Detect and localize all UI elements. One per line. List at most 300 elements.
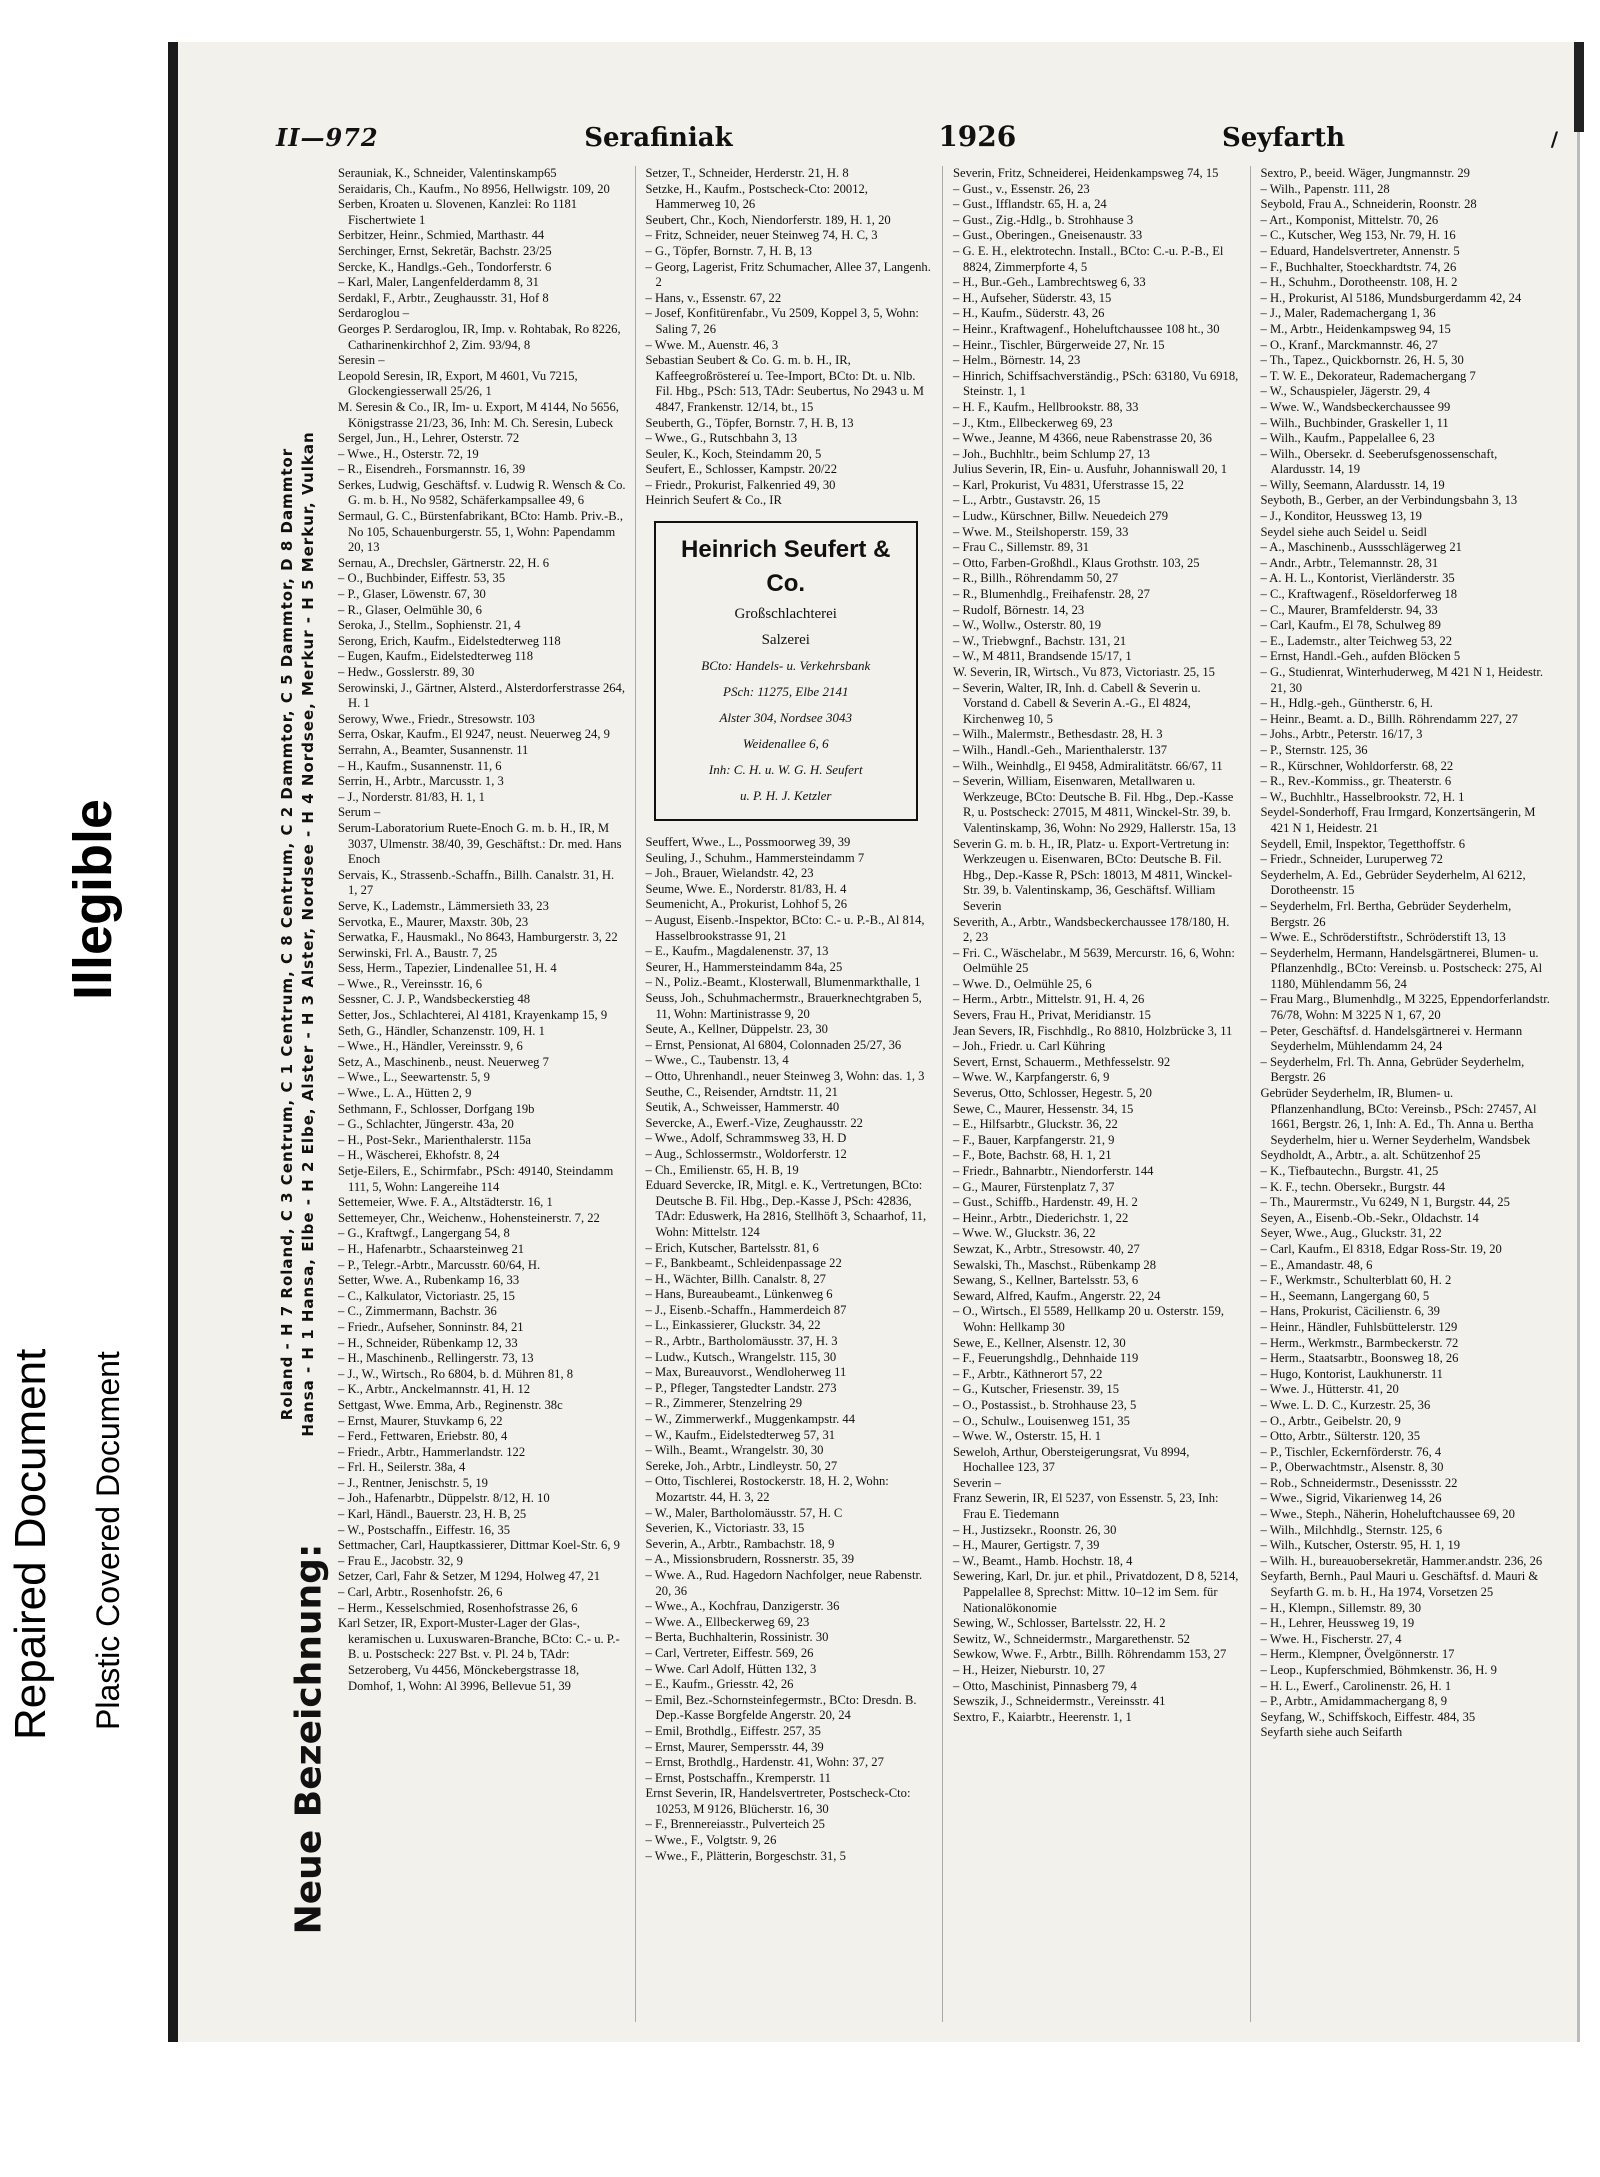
directory-entry: – J., Eisenb.-Schaffn., Hammerdeich 87 [645,1302,847,1317]
directory-entry: – R., Rev.-Kommiss., gr. Theaterstr. 6 [1260,774,1452,789]
directory-entry: Seraidaris, Ch., Kaufm., No 8956, Hellwigstr. 109, 20 [338,181,610,196]
directory-entry: – Wwe., F., Volgtstr. 9, 26 [645,1833,777,1848]
directory-entry: Seyderhelm, A. Ed., Gebrüder Seyderhelm, Al 6212, Dorotheenstr. 15 [1260,867,1526,898]
directory-entry: – H., Prokurist, Al 5186, Mundsburgerdamm 42, 24 [1260,290,1522,305]
directory-entry: – Ernst, Postschaffn., Kremperstr. 11 [645,1770,831,1785]
directory-entry: Seuberth, G., Töpfer, Bornstr. 7, H. B, 13 [645,415,854,430]
directory-entry: Seydholdt, A., Arbtr., a. alt. Schützenhof 25 [1260,1148,1481,1163]
directory-entry: – Karl, Prokurist, Vu 4831, Uferstrasse 15, 22 [953,477,1184,492]
directory-entry: – Peter, Geschäftsf. d. Handelsgärtnerei v. Hermann Seyderhelm, Mühlendamm 24, 24 [1260,1023,1523,1054]
directory-entry: – W., Kaufm., Eidelstedterweg 57, 31 [645,1427,836,1442]
directory-entry: – Heinr., Beamt. a. D., Billh. Röhrendamm 227, 27 [1260,711,1518,726]
directory-entry: – J., Rentner, Jenischstr. 5, 19 [338,1475,488,1490]
directory-entry: – H., Justizsekr., Roonstr. 26, 30 [953,1522,1117,1537]
ad-line-5: Alster 304, Nordsee 3043 [719,710,852,726]
directory-entry: Serrin, H., Arbtr., Marcusstr. 1, 3 [338,774,504,789]
directory-entry: Sewalski, Th., Maschst., Rübenkamp 28 [953,1257,1157,1272]
directory-entry: – Joh., Buchhltr., beim Schlump 27, 13 [953,446,1150,461]
directory-entry: – Wilh., Kutscher, Osterstr. 95, H. 1, 19 [1260,1538,1461,1553]
ad-line-3: BCto: Handels- u. Verkehrsbank [701,658,871,674]
directory-entry: – Wwe. M., Auenstr. 46, 3 [645,337,779,352]
directory-entry: – Otto, Arbtr., Sülterstr. 120, 35 [1260,1429,1421,1444]
side-strip-title: Neue Bezeichnung: [288,1543,330,1935]
directory-entry: Seyfang, W., Schiffskoch, Eiffestr. 484, 35 [1260,1709,1476,1724]
directory-entry: – Wwe., C., Taubenstr. 13, 4 [645,1053,789,1068]
directory-entry: – Ch., Emilienstr. 65, H. B, 19 [645,1162,799,1177]
directory-entry: – Hugo, Kontorist, Laukhunerstr. 11 [1260,1366,1443,1381]
directory-entry: – Frau Marg., Blumenhdlg., M 3225, Eppendorferlandstr. 76/78, Wohn: M 3225 N 1, 67, 20 [1260,992,1550,1023]
directory-entry: – Gust., Schiffb., Hardenstr. 49, H. 2 [953,1195,1138,1210]
directory-entry: – H., Post-Sekr., Marienthalerstr. 115a [338,1132,531,1147]
directory-entry: – Wwe., F., Plätterin, Borgeschstr. 31, 5 [645,1848,846,1863]
directory-entry: Seyen, A., Eisenb.-Ob.-Sekr., Oldachstr. 14 [1260,1210,1479,1225]
directory-entry: – Wwe. L. D. C., Kurzestr. 25, 36 [1260,1397,1431,1412]
directory-entry: Seufert, E., Schlosser, Kampstr. 20/22 [645,462,838,477]
directory-entry: – W., Zimmerwerkf., Muggenkampstr. 44 [645,1412,856,1427]
ad-title: Heinrich Seufert & Co. [681,536,891,598]
directory-entry: – L., Einkassierer, Gluckstr. 34, 22 [645,1318,821,1333]
directory-entry: – O., Postassist., b. Strohhause 23, 5 [953,1397,1137,1412]
directory-entry: – P., Glaser, Löwenstr. 67, 30 [338,587,486,602]
directory-entry: Jean Severs, IR, Fischhdlg., Ro 8810, Holzbrücke 3, 11 [953,1023,1233,1038]
directory-entry: – J., Maler, Rademachergang 1, 36 [1260,306,1436,321]
directory-entry: Serdakl, F., Arbtr., Zeughausstr. 31, Hof 8 [338,290,549,305]
directory-entry: – Wwe., H., Osterstr. 72, 19 [338,446,479,461]
directory-entry: – H., Schneider, Rübenkamp 12, 33 [338,1335,518,1350]
directory-entry: – Rob., Schneidermstr., Desenissstr. 22 [1260,1475,1458,1490]
directory-entry: – Berta, Buchhalterin, Rossinistr. 30 [645,1630,829,1645]
directory-entry: – O., Wirtsch., El 5589, Hellkamp 20 u. Osterstr. 159, Wohn: Hellkamp 30 [953,1304,1225,1334]
directory-entry: – Emil, Bez.-Schornsteinfegermstr., BCto: Dresdn. B. Dep.-Kasse Borgfelde Angerstr. 20, 24 [645,1692,917,1723]
directory-entry: – Wwe., H., Händler, Vereinsstr. 9, 6 [338,1039,523,1054]
directory-entry: – Rudolf, Börnestr. 14, 23 [953,602,1085,617]
column-3 [943,166,1251,2022]
directory-entry: Seward, Alfred, Kaufm., Angerstr. 22, 24 [953,1288,1161,1303]
directory-entry: – Herm., Staatsarbtr., Boonsweg 18, 26 [1260,1351,1459,1366]
directory-entry: – H., Klempn., Sillemstr. 89, 30 [1260,1600,1422,1615]
directory-entry: Sewang, S., Kellner, Bartelsstr. 53, 6 [953,1273,1139,1288]
directory-entry: Seumenicht, A., Prokurist, Lohhof 5, 26 [645,897,847,912]
directory-entry: – Hinrich, Schiffsachverständig., PSch: 63180, Vu 6918, Steinstr. 1, 1 [953,368,1239,399]
directory-entry: – O., Kranf., Marckmannstr. 46, 27 [1260,337,1438,352]
directory-entry: Sercke, K., Handlgs.-Geh., Tondorferstr. 6 [338,259,552,274]
directory-entry: – Herm., Kesselschmied, Rosenhofstrasse 26, 6 [338,1600,578,1615]
directory-entry: – J., Norderstr. 81/83, H. 1, 1 [338,789,485,804]
directory-entry: – Wilh., Handl.-Geh., Marienthalerstr. 137 [953,742,1168,757]
directory-entry: – W., Beamt., Hamb. Hochstr. 18, 4 [953,1553,1133,1568]
directory-entry: – Ernst, Handl.-Geh., aufden Blöcken 5 [1260,649,1461,664]
directory-entry: Seuthe, C., Reisender, Arndtstr. 11, 21 [645,1084,838,1099]
directory-entry: Setter, Jos., Schlachterei, Al 4181, Krayenkamp 15, 9 [338,1008,608,1023]
directory-entry: Serbitzer, Heinr., Schmied, Marthastr. 44 [338,228,545,243]
directory-entry: – H., Wächter, Billh. Canalstr. 8, 27 [645,1271,826,1286]
directory-entry: Seydell, Emil, Inspektor, Tegetthoffstr. 6 [1260,836,1466,851]
directory-entry: Sewering, Karl, Dr. jur. et phil., Privatdozent, D 8, 5214, Pappelallee 8, Sprechst: Mittw. 10–12 im Sem. für Nationalökonomie [953,1569,1239,1615]
directory-entry: – H., Seemann, Langergang 60, 5 [1260,1288,1430,1303]
directory-entry: Sewzat, K., Arbtr., Stresowstr. 40, 27 [953,1241,1140,1256]
directory-entry: – Fritz, Schneider, neuer Steinweg 74, H. C, 3 [645,228,878,243]
directory-entry: Serkes, Ludwig, Geschäftsf. v. Ludwig R. Wensch & Co. G. m. b. H., No 9582, Schäferkampsallee 49, 6 [338,477,626,508]
directory-entry: – Josef, Konfitürenfabr., Vu 2509, Koppel 3, 5, Wohn: Saling 7, 26 [645,306,919,336]
advertisement-box [654,521,919,821]
directory-entry: – Herm., Arbtr., Mittelstr. 91, H. 4, 26 [953,992,1145,1007]
directory-entry: – Wilh., Papenstr. 111, 28 [1260,181,1390,196]
directory-entry: – Wwe., L. A., Hütten 2, 9 [338,1086,472,1101]
directory-entry: – W., Maler, Bartholomäusstr. 57, H. C [645,1505,843,1520]
directory-entry: – E., Kaufm., Griesstr. 42, 26 [645,1677,794,1692]
directory-entry: – F., Arbtr., Käthnerort 57, 22 [953,1366,1103,1381]
directory-entry: – Wwe. J., Hütterstr. 41, 20 [1260,1382,1399,1397]
directory-entry: – P., Oberwachtmstr., Alsenstr. 8, 30 [1260,1460,1444,1475]
directory-entry: – F., Werkmstr., Schulterblatt 60, H. 2 [1260,1273,1452,1288]
directory-entry: Setzer, T., Schneider, Herderstr. 21, H. 8 [645,166,849,180]
directory-entry: – Seyderhelm, Frl. Bertha, Gebrüder Seyderhelm, Bergstr. 26 [1260,898,1512,929]
directory-entry: – Carl, Kaufm., El 78, Schulweg 89 [1260,618,1441,633]
directory-entry: – C., Kraftwagenf., Röseldorferweg 18 [1260,587,1458,602]
directory-entry: – Carl, Arbtr., Rosenhofstr. 26, 6 [338,1585,503,1600]
directory-entry: – Th., Maurermstr., Vu 6249, N 1, Burgstr. 44, 25 [1260,1195,1510,1210]
directory-entry: W. Severin, IR, Wirtsch., Vu 873, Victoriastr. 25, 15 [953,665,1215,679]
directory-entry: – Wilh., Malermstr., Bethesdastr. 28, H. 3 [953,727,1163,742]
directory-entry: Seyer, Wwe., Aug., Gluckstr. 31, 22 [1260,1226,1442,1241]
column-4 [1251,166,1559,2022]
illegible-label: Illegible [63,798,123,1000]
directory-entry: – W., Schauspieler, Jägerstr. 29, 4 [1260,384,1430,399]
directory-entry: – Friedr., Aufseher, Sonninstr. 84, 21 [338,1319,524,1334]
directory-entry: Severus, Otto, Schlosser, Hegestr. 5, 20 [953,1086,1152,1101]
directory-entry: – Frl. H., Seilerstr. 38a, 4 [338,1460,466,1475]
directory-entry: – Karl, Händl., Bauerstr. 23, H. B, 25 [338,1507,527,1522]
directory-entry: – Ernst, Maurer, Stuvkamp 6, 22 [338,1413,503,1428]
directory-entry: Severin, Fritz, Schneiderei, Heidenkampsweg 74, 15 [953,166,1219,180]
directory-entry: – Wwe. W., Karpfangerstr. 6, 9 [953,1070,1110,1085]
directory-entry: Severien, K., Victoriastr. 33, 15 [645,1521,805,1536]
ad-line-8: u. P. H. J. Ketzler [740,788,832,804]
directory-entry: – Wwe., Sigrid, Vikarienweg 14, 26 [1260,1491,1442,1506]
header-left-word: Serafiniak [584,123,733,153]
directory-entry: – W., M 4811, Brandsende 15/17, 1 [953,649,1132,664]
directory-entry: – Friedr., Prokurist, Falkenried 49, 30 [645,477,836,492]
directory-entry: – Georg, Lagerist, Fritz Schumacher, Allee 37, Langenh. 2 [645,259,931,290]
directory-entry: – Hans, Prokurist, Cäcilienstr. 6, 39 [1260,1304,1440,1319]
directory-entry: Seydel siehe auch Seidel u. Seidl [1260,524,1427,539]
directory-entry: – E., Hilfsarbtr., Gluckstr. 36, 22 [953,1117,1118,1132]
directory-entry: – Aug., Schlossermstr., Woldorferstr. 12 [645,1146,847,1161]
directory-entry: – P., Arbtr., Amidammachergang 8, 9 [1260,1694,1448,1709]
directory-entry: – Wwe. W., Wandsbeckerchaussee 99 [1260,399,1451,414]
directory-entry: – Willy, Seemann, Alardusstr. 14, 19 [1260,477,1445,492]
directory-entry: – Wwe. W., Osterstr. 15, H. 1 [953,1429,1102,1444]
directory-entry: Serdaroglou – [338,306,409,321]
directory-entry: Severt, Ernst, Schauerm., Methfesselstr. 92 [953,1054,1171,1069]
directory-entry: – T. W. E., Dekorateur, Rademachergang 7 [1260,368,1476,383]
directory-entry: – Gust., Oberingen., Gneisenaustr. 33 [953,228,1143,243]
directory-entry: – P., Telegr.-Arbtr., Marcusstr. 60/64, H. [338,1257,541,1272]
directory-entry: – Hans, v., Essenstr. 67, 22 [645,290,782,305]
directory-entry: – A. H. L., Kontorist, Vierländerstr. 35 [1260,571,1455,586]
directory-entry: – Frau E., Jacobstr. 32, 9 [338,1553,463,1568]
directory-entry: – Ernst, Brothdlg., Hardenstr. 41, Wohn: 37, 27 [645,1755,884,1770]
directory-entry: – Gust., Zig.-Hdlg., b. Strohhause 3 [953,212,1134,227]
directory-entry: – H., Hafenarbtr., Schaarsteinweg 21 [338,1241,525,1256]
directory-entry: Sewszik, J., Schneidermstr., Vereinsstr. 41 [953,1694,1166,1709]
directory-entry: Severin G. m. b. H., IR, Platz- u. Export-Vertretung in: Werkzeugen u. Eisenwaren, BCto: Deutsche B. Fil. Hbg., Dep.-Kasse R, PSch: 18013, M 4811, Winckel-Str. 39, b. Valentinskamp, 36, Geschäftsf. William Severin [953,836,1233,913]
ad-line-2: Salzerei [761,632,810,649]
directory-entry: Sewkow, Wwe. F., Arbtr., Billh. Röhrendamm 153, 27 [953,1647,1227,1662]
directory-entry: – Wwe. Carl Adolf, Hütten 132, 3 [645,1661,817,1676]
directory-entry: – Friedr., Schneider, Luruperweg 72 [1260,852,1443,867]
directory-entry: – R., Zimmerer, Stenzelring 29 [645,1396,803,1411]
directory-entry: – Wwe. D., Oelmühle 25, 6 [953,976,1092,991]
directory-entry: – H., Hdlg.-geh., Güntherstr. 6, H. [1260,696,1433,711]
directory-entry: Seyfarth siehe auch Seifarth [1260,1725,1403,1740]
directory-entry: – E., Amandastr. 48, 6 [1260,1257,1373,1272]
directory-entry: Severin, A., Arbtr., Rambachstr. 18, 9 [645,1536,835,1551]
side-strip-inner: Hansa - H 1 Hansa, Elbe - H 2 Elbe, Alster - H 3 Alster, Nordsee - H 4 Nordsee, Merkur - H 5 Merkur, Vulkan [299,431,318,1437]
directory-entry: – G., Töpfer, Bornstr. 7, H. B, 13 [645,243,812,258]
directory-entry: – H. F., Kaufm., Hellbrookstr. 88, 33 [953,399,1139,414]
directory-entry: – E., Lademstr., alter Teichweg 53, 22 [1260,633,1453,648]
directory-entry: Seroka, J., Stellm., Sophienstr. 21, 4 [338,618,521,633]
directory-entry: – H., Wäscherei, Ekhofstr. 8, 24 [338,1148,500,1163]
directory-entry: Seuler, K., Koch, Steindamm 20, 5 [645,446,822,461]
directory-entry: – J., Konditor, Heussweg 13, 19 [1260,509,1422,524]
directory-entry: Sess, Herm., Tapezier, Lindenallee 51, H. 4 [338,961,557,976]
directory-entry: – H., Schuhm., Dorotheenstr. 108, H. 2 [1260,275,1458,290]
directory-entry: Sewe, E., Kellner, Alsenstr. 12, 30 [953,1335,1126,1350]
directory-entry: Serauniak, K., Schneider, Valentinskamp65 [338,166,557,180]
directory-entry: – Andr., Arbtr., Telemannstr. 28, 31 [1260,555,1439,570]
directory-columns [328,166,1558,2022]
directory-entry: – G., Kutscher, Friesenstr. 39, 15 [953,1382,1119,1397]
directory-entry: Severin – [953,1475,1001,1490]
directory-entry: – Wwe. H., Fischerstr. 27, 4 [1260,1631,1402,1646]
directory-entry: – P., Pfleger, Tangstedter Landstr. 273 [645,1380,837,1395]
directory-entry: – F., Feuerungshdlg., Dehnhaide 119 [953,1351,1139,1366]
directory-entry: Seydel-Sonderhoff, Frau Irmgard, Konzertsängerin, M 421 N 1, Heidestr. 21 [1260,805,1536,835]
directory-entry: – R., Blumenhdlg., Freihafenstr. 28, 27 [953,587,1150,602]
directory-entry: Serra, Oskar, Kaufm., El 9247, neust. Neuerweg 24, 9 [338,727,610,742]
directory-entry: – W., Buchhltr., Hasselbrookstr. 72, H. 1 [1260,789,1465,804]
directory-entry: – Ludw., Kürschner, Billw. Neuedeich 279 [953,509,1169,524]
directory-entry: – F., Bauer, Karpfangerstr. 21, 9 [953,1132,1115,1147]
directory-entry: – Wilh., Kaufm., Pappelallee 6, 23 [1260,431,1435,446]
page-header [276,120,1558,154]
directory-entry: Seweloh, Arthur, Obersteigerungsrat, Vu 8994, Hochallee 123, 37 [953,1444,1190,1475]
directory-entry: – Wilh., Buchbinder, Graskeller 1, 11 [1260,415,1449,430]
directory-entry: – C., Kalkulator, Victoriastr. 25, 15 [338,1288,515,1303]
directory-entry: – Wilh., Obersekr. d. Seeberufsgenossenschaft, Alardusstr. 14, 19 [1260,446,1498,477]
directory-entry: Sewitz, W., Schneidermstr., Margarethenstr. 52 [953,1631,1190,1646]
header-year: 1926 [938,120,1017,153]
directory-entry: Severcke, A., Ewerf.-Vize, Zeughausstr. 22 [645,1115,863,1130]
directory-entry: – Heinr., Händler, Fuhlsbüttelerstr. 129 [1260,1319,1458,1334]
directory-entry: – H. L., Ewerf., Carolinenstr. 26, H. 1 [1260,1678,1452,1693]
directory-entry: Setzke, H., Kaufm., Postscheck-Cto: 20012, Hammerweg 10, 26 [645,181,868,212]
directory-entry: Seth, G., Händler, Schanzenstr. 109, H. 1 [338,1023,545,1038]
directory-entry: Settemeier, Wwe. F. A., Altstädterstr. 16, 1 [338,1195,553,1210]
directory-entry: – Friedr., Bahnarbtr., Niendorferstr. 144 [953,1164,1154,1178]
directory-entry: – H., Kaufm., Süderstr. 43, 26 [953,306,1105,321]
directory-entry: – J., Ktm., Ellbeckerweg 69, 23 [953,415,1113,430]
directory-entry: – C., Kutscher, Weg 153, Nr. 79, H. 16 [1260,228,1456,243]
directory-entry: – Seyderhelm, Frl. Th. Anna, Gebrüder Seyderhelm, Bergstr. 26 [1260,1054,1525,1085]
directory-entry: – Otto, Maschinist, Pinnasberg 79, 4 [953,1678,1137,1693]
directory-entry: – Joh., Hafenarbtr., Düppelstr. 8/12, H. 10 [338,1491,550,1506]
directory-entry: – Helm., Börnestr. 14, 23 [953,353,1081,368]
directory-entry: Severs, Frau H., Privat, Meridianstr. 15 [953,1008,1151,1023]
directory-entry: M. Seresin & Co., IR, Im- u. Export, M 4144, No 5656, Königstrasse 21/23, 36, Inh: M. Ch. Seresin, Lubeck [338,399,619,430]
column-1 [328,166,636,2022]
directory-entry: – R., Kürschner, Wohldorferstr. 68, 22 [1260,758,1454,773]
directory-entry: – F., Brennereiasstr., Pulverteich 25 [645,1817,825,1832]
directory-entry: – G., Maurer, Fürstenplatz 7, 37 [953,1179,1115,1194]
directory-entry: Seurer, H., Hammersteindamm 84a, 25 [645,959,843,974]
directory-entry: Setz, A., Maschinenb., neust. Neuerweg 7 [338,1054,549,1069]
directory-entry: – Friedr., Arbtr., Hammerlandstr. 122 [338,1444,526,1459]
directory-entry: – Joh., Brauer, Wielandstr. 42, 23 [645,866,814,881]
directory-entry: – F., Buchhalter, Stoeckhardtstr. 74, 26 [1260,259,1457,274]
directory-entry: – August, Eisenb.-Inspektor, BCto: C.- u. P.-B., Al 814, Hasselbrookstrasse 91, 21 [645,913,925,943]
directory-entry: – Wwe. A., Rud. Hagedorn Nachfolger, neue Rabenstr. 20, 36 [645,1567,923,1598]
directory-entry: Seubert, Chr., Koch, Niendorferstr. 189, H. 1, 20 [645,212,891,227]
directory-entry: Sernau, A., Drechsler, Gärtnerstr. 22, H. 6 [338,555,550,570]
directory-entry: Karl Setzer, IR, Export-Muster-Lager der Glas-, keramischen u. Luxuswaren-Branche, BCto: C.- u. P.-B. u. Postscheck: 227 Bst. v. Pl. 24 b, TAdr: Setzeroberg, Vu 4456, Mönckebergstrasse 18, Domhof, 1, Wohn: Al 3996, Bellevue 51, 39 [338,1616,620,1693]
directory-entry: – Wwe., Jeanne, M 4366, neue Rabenstrasse 20, 36 [953,431,1212,446]
directory-entry: – F., Bankbeamt., Schleidenpassage 22 [645,1256,842,1271]
header-mark: / [1550,127,1558,151]
directory-entry: – Johs., Arbtr., Peterstr. 16/17, 3 [1260,727,1423,742]
directory-entry: – R., Billh., Röhrendamm 50, 27 [953,571,1119,586]
directory-entry: – C., Zimmermann, Bachstr. 36 [338,1304,497,1319]
plastic-covered-label: Plastic Covered Document [90,1351,126,1730]
directory-entry: – G., Kraftwgf., Langergang 54, 8 [338,1226,510,1241]
directory-entry: Leopold Seresin, IR, Export, M 4601, Vu 7215, Glockengiesserwall 25/26, 1 [338,368,578,399]
page-content [168,42,1578,2042]
directory-entry: – Karl, Maler, Langenfelderdamm 8, 31 [338,275,539,290]
directory-entry: – Leop., Kupferschmied, Böhmkenstr. 36, H. 9 [1260,1663,1497,1677]
directory-entry: Sebastian Seubert & Co. G. m. b. H., IR, Kaffeegroßröstereí u. Tee-Import, BCto: Dt. u. Nlb. Fil. Hbg., PSch: 513, TAdr: Seubertus, No 2943 u. M 4847, Frankenstr. 12/14, bt., 15 [645,353,924,414]
directory-entry: – C., Maurer, Bramfelderstr. 94, 33 [1260,602,1438,617]
directory-entry: Servais, K., Strassenb.-Schaffn., Billh. Canalstr. 31, H. 1, 27 [338,867,615,898]
directory-entry: – Carl, Kaufm., El 8318, Edgar Ross-Str. 19, 20 [1260,1241,1502,1256]
directory-entry: – N., Poliz.-Beamt., Klosterwall, Blumenmarkthalle, 1 [645,975,921,990]
directory-entry: – Eugen, Kaufm., Eidelstedterweg 118 [338,649,534,664]
directory-entry: – Heinr., Kraftwagenf., Hoheluftchaussee 108 ht., 30 [953,321,1220,336]
directory-entry: Sewing, W., Schlosser, Bartelsstr. 22, H. 2 [953,1616,1166,1631]
directory-entry: – J., W., Wirtsch., Ro 6804, b. d. Mühren 81, 8 [338,1366,574,1381]
directory-entry: Sergel, Jun., H., Lehrer, Osterstr. 72 [338,431,520,446]
ad-line-6: Weidenallee 6, 6 [742,736,829,752]
directory-entry: Seyfarth, Bernh., Paul Mauri u. Geschäftsf. d. Mauri & Seyfarth G. m. b. H., Ha 1974, Vorsetzen 25 [1260,1569,1539,1600]
directory-entry: – Wilh. H., bureauobersekretär, Hammer.andstr. 236, 26 [1260,1553,1543,1568]
directory-entry: – H., Kaufm., Susannenstr. 11, 6 [338,758,502,773]
directory-entry: Serwatka, F., Hausmakl., No 8643, Hamburgerstr. 3, 22 [338,930,618,945]
directory-entry: – Seyderhelm, Hermann, Handelsgärtnerei, Blumen- u. Pflanzenhdlg., BCto: Vereinsb. u. Postscheck: 275, Al 1180, Mühlendamm 56, 24 [1260,945,1543,991]
page-number: II—972 [276,123,379,152]
directory-entry: Severith, A., Arbtr., Wandsbeckerchaussee 178/180, H. 2, 23 [953,914,1230,945]
directory-entry: – Wilh., Weinhdlg., El 9458, Admiralitätstr. 66/67, 11 [953,758,1223,773]
directory-entry: – H., Bur.-Geh., Lambrechtsweg 6, 33 [953,275,1146,290]
directory-entry: – Erich, Kutscher, Bartelsstr. 81, 6 [645,1240,819,1255]
directory-entry: Seuss, Joh., Schuhmachermstr., Brauerknechtgraben 5, 11, Wohn: Martinistrasse 9, 20 [645,991,922,1021]
directory-entry: Setje-Eilers, E., Schirmfabr., PSch: 49140, Steindamm 111, 5, Wohn: Langereihe 114 [338,1164,614,1194]
directory-entry: Sermaul, G. C., Bürstenfabrikant, BCto: Hamb. Priv.-B., No 105, Schauenburgerstr. 55, 1, Wohn: Papendamm 20, 13 [338,509,623,555]
directory-entry: Seuling, J., Schuhm., Hammersteindamm 7 [645,850,865,865]
directory-entry: Sessner, C. J. P., Wandsbeckerstieg 48 [338,992,531,1007]
directory-entry: – M., Arbtr., Heidenkampsweg 94, 15 [1260,321,1451,336]
directory-entry: Ernst Severin, IR, Handelsvertreter, Postscheck-Cto: 10253, M 9126, Blücherstr. 16, 30 [645,1786,911,1816]
directory-entry: Franz Sewerin, IR, El 5237, von Essenstr. 5, 23, Inh: Frau E. Tiedemann [953,1491,1219,1522]
directory-entry: – Ferd., Fettwaren, Eriebstr. 80, 4 [338,1429,508,1444]
directory-entry: – W., Triebwgnf., Bachstr. 131, 21 [953,633,1127,648]
directory-entry: Gebrüder Seyderhelm, IR, Blumen- u. Pflanzenhandlung, BCto: Vereinsb., PSch: 27457, Al 1661, Bergstr. 26, 1, Inh: A. Ed., Th. Anna u. Bertha Seyderhelm, hier u. Werner Seyderhelm, Wandsbek [1260,1086,1537,1147]
directory-entry: Serum – [338,805,381,820]
directory-entry: – Max, Bureauvorst., Wendloherweg 11 [645,1365,847,1380]
side-strip [276,202,330,2032]
directory-entry: – Frau C., Sillemstr. 89, 31 [953,540,1090,555]
directory-entry: – Ernst, Maurer, Sempersstr. 44, 39 [645,1739,824,1754]
directory-entry: – Otto, Uhrenhandl., neuer Steinweg 3, Wohn: das. 1, 3 [645,1068,925,1083]
directory-entry: Serowy, Wwe., Friedr., Stresowstr. 103 [338,711,535,726]
directory-entry: – Wwe. A., Ellbeckerweg 69, 23 [645,1614,810,1629]
directory-entry: Seyboth, B., Gerber, an der Verbindungsbahn 3, 13 [1260,493,1518,508]
directory-entry: – Wilh., Beamt., Wrangelstr. 30, 30 [645,1443,824,1458]
directory-entry: Sethmann, F., Schlosser, Dorfgang 19b [338,1101,535,1116]
directory-entry: – Wwe., L., Seewartenstr. 5, 9 [338,1070,490,1085]
directory-entry: Serong, Erich, Kaufm., Eidelstedterweg 118 [338,633,561,648]
directory-entry: – Severin, William, Eisenwaren, Metallwaren u. Werkzeuge, BCto: Deutsche B. Fil. Hbg., Dep.-Kasse R, u. Postscheck: 27015, M 4811, Winckel-Str. 39, b. Valentinskamp, 36, Wohn: No 2929, Hallerstr. 15a, 13 [953,774,1236,835]
directory-entry: – Eduard, Handelsvertreter, Annenstr. 5 [1260,243,1460,258]
directory-entry: – Th., Tapez., Quickbornstr. 26, H. 5, 30 [1260,353,1464,368]
directory-entry: – Otto, Farben-Großhdl., Klaus Grothstr. 103, 25 [953,555,1200,570]
directory-entry: – L., Arbtr., Gustavstr. 26, 15 [953,493,1101,508]
directory-entry: – H., Heizer, Nieburstr. 10, 27 [953,1663,1105,1677]
directory-entry: – Otto, Tischlerei, Rostockerstr. 18, H. 2, Wohn: Mozartstr. 44, H. 3, 22 [645,1474,889,1504]
directory-entry: – O., Arbtr., Geibelstr. 20, 9 [1260,1413,1401,1428]
ad-line-4: PSch: 11275, Elbe 2141 [723,684,849,700]
side-strip-outer: Roland - H 7 Roland, C 3 Centrum, C 1 Centrum, C 8 Centrum, C 2 Dammtor, C 5 Dammtor, D 8 Dammtor [277,447,296,1421]
directory-entry: – H., Maurer, Gertigstr. 7, 39 [953,1538,1100,1553]
directory-entry: – K., Arbtr., Anckelmannstr. 41, H. 12 [338,1382,531,1397]
directory-entry: – Severin, Walter, IR, Inh. d. Cabell & Severin u. Vorstand d. Cabell & Severin A.-G., El 4824, Kirchenweg 10, 5 [953,680,1201,726]
directory-entry: – Herm., Werkmstr., Barmbeckerstr. 72 [1260,1335,1459,1350]
directory-entry: Setter, Wwe. A., Rubenkamp 16, 33 [338,1273,520,1288]
directory-entry: – Wwe. W., Gluckstr. 36, 22 [953,1226,1096,1241]
directory-entry: – Wwe., R., Vereinsstr. 16, 6 [338,976,483,991]
directory-entry: Seybold, Frau A., Schneiderin, Roonstr. 28 [1260,197,1477,212]
directory-entry: – Wwe. E., Schröderstiftstr., Schröderstift 13, 13 [1260,930,1506,945]
directory-entry: – Heinr., Arbtr., Diederichstr. 1, 22 [953,1210,1129,1225]
directory-entry: Sextro, P., beeid. Wäger, Jungmannstr. 29 [1260,166,1470,180]
directory-entry: – O., Schulw., Louisenweg 151, 35 [953,1413,1130,1428]
directory-entry: Serum-Laboratorium Ruete-Enoch G. m. b. H., IR, M 3037, Ulmenstr. 38/40, 39, Geschäftst.: Dr. med. Hans Enoch [338,820,622,867]
directory-entry: Settmacher, Carl, Hauptkassierer, Dittmar Koel-Str. 6, 9 [338,1538,620,1553]
directory-entry: Seute, A., Kellner, Düppelstr. 23, 30 [645,1022,828,1037]
directory-entry: Serowinski, J., Gärtner, Alsterd., Alsterdorferstrasse 264, H. 1 [338,680,625,711]
directory-entry: – Wwe., A., Kochfrau, Danzigerstr. 36 [645,1599,840,1614]
directory-entry: Georges P. Serdaroglou, IR, Imp. v. Rohtabak, Ro 8226, Catharinenkirchhof 2, Zim. 93/94, 8 [338,321,621,352]
directory-entry: – P., Sternstr. 125, 36 [1260,742,1368,757]
directory-entry: Serben, Kroaten u. Slovenen, Kanzlei: Ro 1181 Fischertwiete 1 [338,197,578,227]
directory-entry: – Ernst, Pensionat, Al 6804, Colonnaden 25/27, 36 [645,1037,902,1052]
directory-entry: – H., Aufseher, Süderstr. 43, 15 [953,290,1112,305]
directory-entry: – A., Missionsbrudern, Rossnerstr. 35, 39 [645,1552,855,1567]
repaired-document-label: Repaired Document [6,1348,55,1740]
directory-entry: – Emil, Brothdlg., Eiffestr. 257, 35 [645,1723,821,1738]
directory-entry: – R., Eisendreh., Forsmannstr. 16, 39 [338,462,526,477]
directory-entry: – G., Schlachter, Jüngerstr. 43a, 20 [338,1117,514,1132]
